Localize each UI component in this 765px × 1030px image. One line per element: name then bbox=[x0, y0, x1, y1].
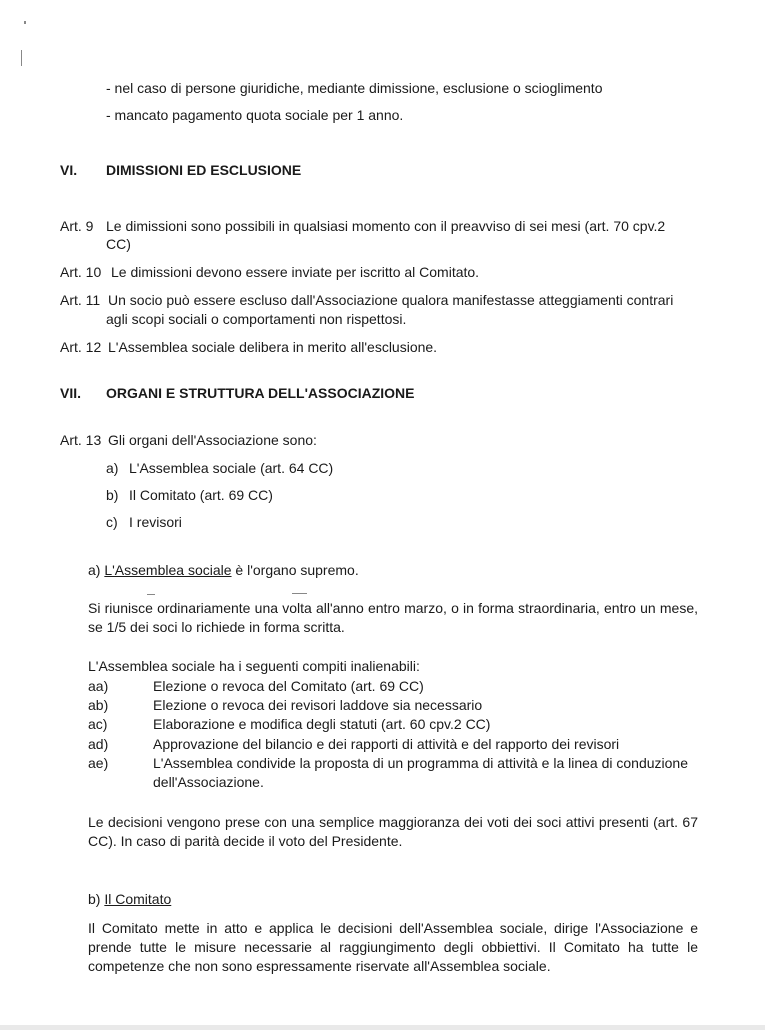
scan-mark bbox=[21, 50, 22, 66]
section-number: VII. bbox=[60, 385, 82, 401]
list-item: - nel caso di persone giuridiche, mediante dimissione, esclusione o scioglimento bbox=[106, 80, 603, 96]
duty-text: Elezione o revoca dei revisori laddove sia necessario bbox=[153, 697, 483, 713]
list-letter: b) bbox=[106, 487, 119, 503]
subsection-letter: b) bbox=[88, 891, 101, 907]
list-item: Il Comitato (art. 69 CC) bbox=[129, 487, 273, 503]
article-label: Art. 13 bbox=[60, 432, 102, 448]
duty-code: ab) bbox=[88, 697, 109, 713]
duty-text: Elezione o revoca del Comitato (art. 69 CC) bbox=[153, 678, 424, 694]
list-letter: c) bbox=[106, 514, 118, 530]
scan-mark bbox=[147, 594, 155, 595]
list-letter: a) bbox=[106, 460, 119, 476]
article-text: agli scopi sociali o comportamenti non rispettosi. bbox=[106, 311, 407, 327]
subsection-letter: a) bbox=[88, 562, 101, 578]
subsection-heading bbox=[88, 890, 171, 909]
article-label: Art. 12 bbox=[60, 339, 102, 355]
article-text: Un socio può essere escluso dall'Associazione qualora manifestasse atteggiamenti contrari bbox=[108, 292, 674, 308]
duty-code: ae) bbox=[88, 755, 109, 771]
article-text: CC) bbox=[106, 236, 131, 252]
list-item: - mancato pagamento quota sociale per 1 anno. bbox=[106, 107, 404, 123]
article-text: Le dimissioni devono essere inviate per iscritto al Comitato. bbox=[111, 264, 480, 280]
section-title: DIMISSIONI ED ESCLUSIONE bbox=[106, 162, 302, 178]
paragraph: Si riunisce ordinariamente una volta all'anno entro marzo, o in forma straordinaria, entro un mese, se 1/5 dei soci lo richiede in forma scritta. bbox=[88, 600, 698, 635]
subsection-title-rest: è l'organo supremo. bbox=[235, 562, 359, 578]
paragraph: Le decisioni vengono prese con una semplice maggioranza dei voti dei soci attivi presenti (art. 67 CC). In caso di parità decide il voto del Presidente. bbox=[88, 814, 698, 849]
article-label: Art. 11 bbox=[60, 292, 101, 308]
scan-edge bbox=[0, 1025, 765, 1030]
article-label: Art. 9 bbox=[60, 218, 94, 234]
list-item: L'Assemblea sociale (art. 64 CC) bbox=[129, 460, 334, 476]
article-text: L'Assemblea sociale delibera in merito all'esclusione. bbox=[108, 339, 438, 355]
list-item: I revisori bbox=[129, 514, 182, 530]
subsection-heading bbox=[88, 561, 359, 580]
article-text: Le dimissioni sono possibili in qualsiasi momento con il preavviso di sei mesi (art. 70 cpv.2 bbox=[106, 218, 666, 234]
section-title: ORGANI E STRUTTURA DELL'ASSOCIAZIONE bbox=[106, 385, 415, 401]
duty-code: aa) bbox=[88, 678, 109, 694]
duty-text: Elaborazione e modifica degli statuti (art. 60 cpv.2 CC) bbox=[153, 716, 491, 732]
scan-mark bbox=[292, 593, 307, 594]
paragraph: L'Assemblea sociale ha i seguenti compiti inalienabili: bbox=[88, 658, 420, 674]
duty-text: L'Assemblea condivide la proposta di un programma di attività e la linea di conduzione bbox=[153, 755, 688, 771]
subsection-title: Il Comitato bbox=[104, 891, 172, 907]
subsection-title: L'Assemblea sociale bbox=[104, 562, 232, 578]
scan-mark bbox=[24, 21, 26, 24]
article-label: Art. 10 bbox=[60, 264, 102, 280]
paragraph: Il Comitato mette in atto e applica le decisioni dell'Assemblea sociale, dirige l'Associazione e prende tutte le misure necessarie al raggiungimento degli obbiettivi. Il Comitato ha tutte le competenze che non sono espressamente riservate all'Assemblea sociale. bbox=[88, 920, 698, 974]
duty-text: Approvazione del bilancio e dei rapporti di attività e del rapporto dei revisori bbox=[153, 736, 620, 752]
section-number: VI. bbox=[60, 162, 78, 178]
article-text: Gli organi dell'Associazione sono: bbox=[108, 432, 317, 448]
duty-text: dell'Associazione. bbox=[153, 774, 264, 790]
duty-code: ad) bbox=[88, 736, 109, 752]
duty-code: ac) bbox=[88, 716, 108, 732]
